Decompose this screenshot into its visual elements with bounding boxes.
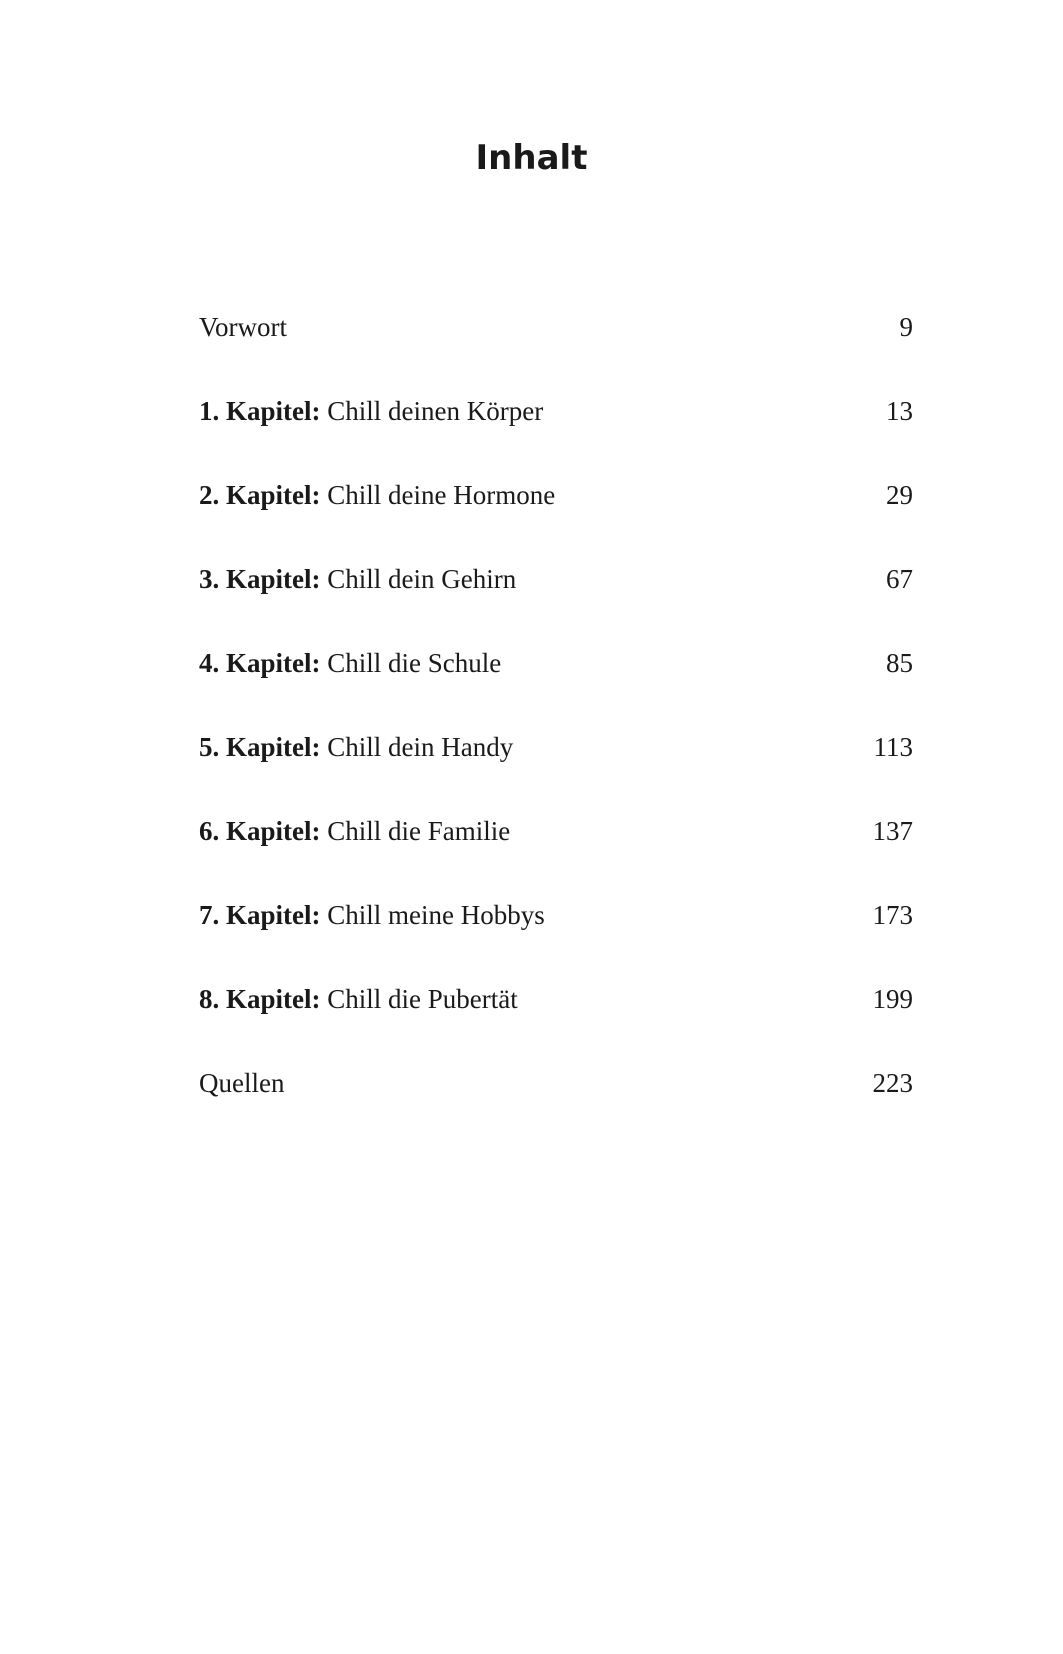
page-title: Inhalt xyxy=(475,138,588,178)
toc-entry-page-number: 223 xyxy=(872,1068,913,1098)
toc-entry-label: 2. Kapitel: Chill deine Hormone xyxy=(199,480,556,510)
toc-entry-page-number: 173 xyxy=(872,900,913,930)
toc-entry-page-number: 113 xyxy=(873,732,913,762)
toc-entry-page-number: 9 xyxy=(899,312,913,342)
toc-entry-label: 6. Kapitel: Chill die Familie xyxy=(199,816,511,846)
toc-entry-label: Quellen xyxy=(199,1068,285,1098)
toc-entry-chapter-7 xyxy=(199,898,913,982)
chapter-number: 3. Kapitel: xyxy=(199,564,321,594)
toc-entry-chapter-8 xyxy=(199,982,913,1066)
chapter-number: 4. Kapitel: xyxy=(199,648,321,678)
toc-entry-page-number: 199 xyxy=(872,984,913,1014)
toc-entry-label: 1. Kapitel: Chill deinen Körper xyxy=(199,396,544,426)
toc-entry-chapter-1 xyxy=(199,394,913,478)
chapter-number: 1. Kapitel: xyxy=(199,396,321,426)
toc-entry-page-number: 67 xyxy=(886,564,913,594)
toc-entry-label: 8. Kapitel: Chill die Pubertät xyxy=(199,984,518,1014)
toc-entry-page-number: 85 xyxy=(886,648,913,678)
toc-entry-chapter-5 xyxy=(199,730,913,814)
toc-entry-chapter-6 xyxy=(199,814,913,898)
chapter-number: 6. Kapitel: xyxy=(199,816,321,846)
toc-entry-chapter-4 xyxy=(199,646,913,730)
toc-entry-chapter-3 xyxy=(199,562,913,646)
toc-entry-quellen xyxy=(199,1066,913,1150)
chapter-number: 8. Kapitel: xyxy=(199,984,321,1014)
toc-entry-vorwort xyxy=(199,310,913,394)
toc-entry-label: 5. Kapitel: Chill dein Handy xyxy=(199,732,514,762)
toc-entry-label: Vorwort xyxy=(199,312,288,342)
toc-entry-label: 3. Kapitel: Chill dein Gehirn xyxy=(199,564,517,594)
chapter-number: 2. Kapitel: xyxy=(199,480,321,510)
toc-entry-label: 7. Kapitel: Chill meine Hobbys xyxy=(199,900,545,930)
chapter-number: 5. Kapitel: xyxy=(199,732,321,762)
toc-entry-page-number: 137 xyxy=(872,816,913,846)
toc-entry-page-number: 13 xyxy=(886,396,913,426)
chapter-number: 7. Kapitel: xyxy=(199,900,321,930)
toc-entry-chapter-2 xyxy=(199,478,913,562)
table-of-contents xyxy=(199,310,913,1150)
toc-entry-page-number: 29 xyxy=(886,480,913,510)
toc-entry-label: 4. Kapitel: Chill die Schule xyxy=(199,648,502,678)
